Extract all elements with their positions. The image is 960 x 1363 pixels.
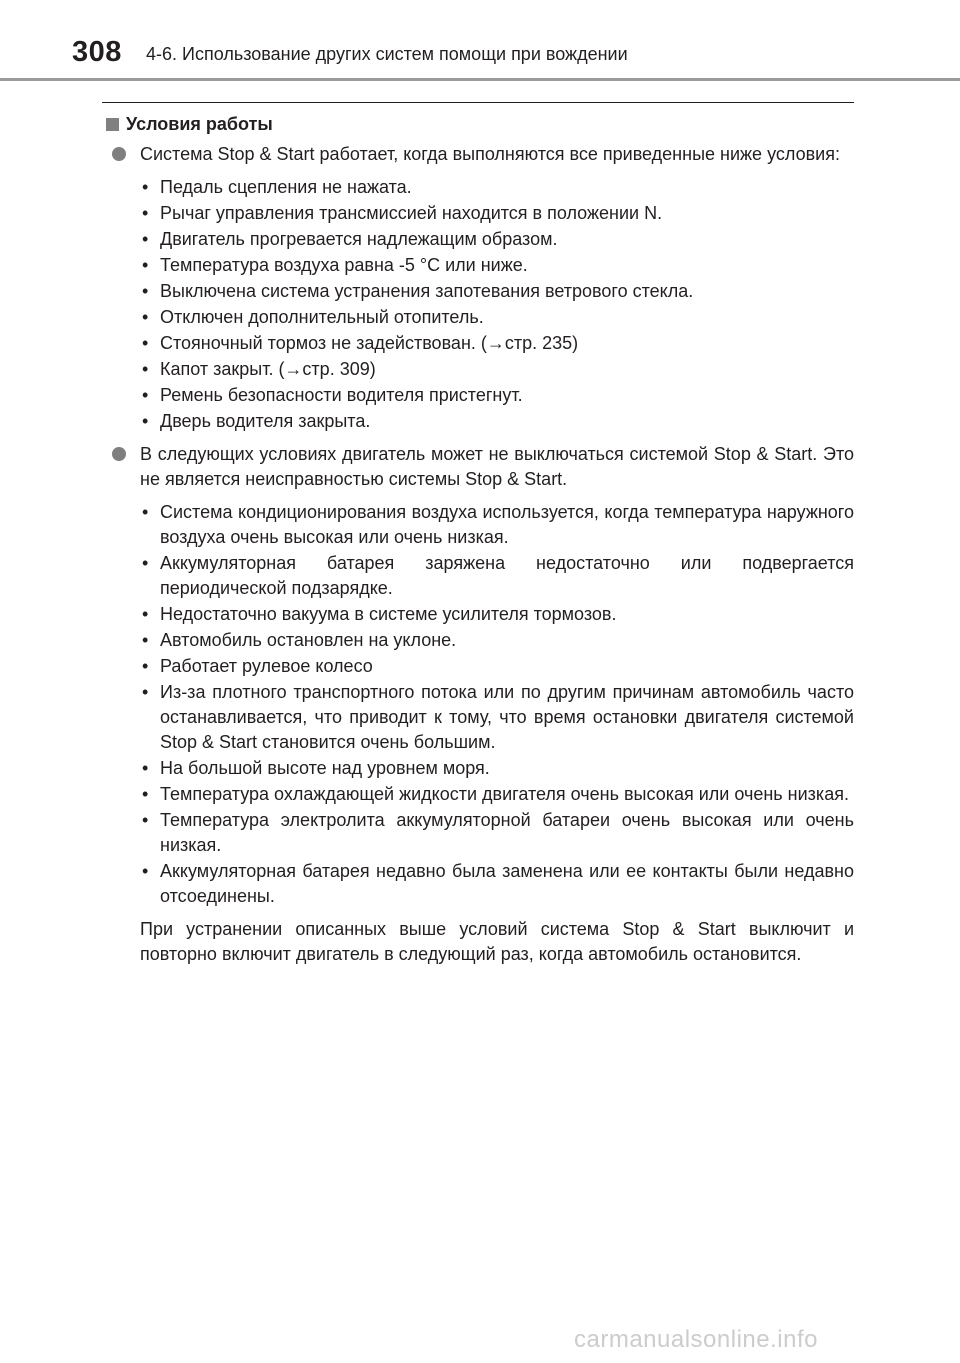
list-item: • Стояночный тормоз не задействован. (→стр. 235) [142,331,854,356]
list-item: • Аккумуляторная батарея заряжена недостаточно или подвергается периодической подзарядке. [142,551,854,601]
circle-bullet-icon [112,447,126,461]
list-item: • Выключена система устранения запотевания ветрового стекла. [142,279,854,304]
exceptions-paragraph [102,442,854,492]
list-item: • Температура воздуха равна -5 °C или ниже. [142,253,854,278]
list-item: • Двигатель прогревается надлежащим образом. [142,227,854,252]
list-item: • Температура охлаждающей жидкости двигателя очень высокая или очень низкая. [142,782,854,807]
section-divider [102,102,854,103]
list-item: • Из-за плотного транспортного потока или по другим причинам автомобиль часто останавливается, что приводит к тому, что время остановки двигателя системой Stop & Start становится очень большим. [142,680,854,755]
list-item: • Дверь водителя закрыта. [142,409,854,434]
main-content [102,112,854,967]
section-title: Условия работы [126,114,273,134]
list-item: • Температура электролита аккумуляторной батареи очень высокая или очень низкая. [142,808,854,858]
list-item: • Ремень безопасности водителя пристегнут. [142,383,854,408]
list-item: • Система кондиционирования воздуха используется, когда температура наружного воздуха очень высокая или очень низкая. [142,500,854,550]
square-bullet-icon [106,118,119,131]
page-number: 308 [72,36,122,68]
list-item: • Аккумуляторная батарея недавно была заменена или ее контакты были недавно отсоединены. [142,859,854,909]
list-item: • Капот закрыт. (→стр. 309) [142,357,854,382]
list-item: • На большой высоте над уровнем моря. [142,756,854,781]
list-item: • Работает рулевое колесо [142,654,854,679]
list-item: • Педаль сцепления не нажата. [142,175,854,200]
exceptions-intro-text: В следующих условиях двигатель может не выключаться системой Stop & Start. Это не является неисправностью системы Stop & Start. [140,444,854,489]
list-item: • Недостаточно вакуума в системе усилителя тормозов. [142,602,854,627]
chapter-title: 4-6. Использование других систем помощи при вождении [146,44,628,64]
header-divider [0,78,960,81]
closing-note: При устранении описанных выше условий система Stop & Start выключит и повторно включит двигатель в следующий раз, когда автомобиль остановится. [140,919,854,964]
circle-bullet-icon [112,147,126,161]
page-header [0,0,960,80]
exceptions-list [102,500,854,909]
operating-conditions-list [102,175,854,434]
list-item: • Рычаг управления трансмиссией находится в положении N. [142,201,854,226]
conditions-paragraph [102,142,854,167]
conditions-intro-text: Система Stop & Start работает, когда выполняются все приведенные ниже условия: [140,144,840,164]
list-item: • Отключен дополнительный отопитель. [142,305,854,330]
section-heading [102,112,854,137]
watermark: carmanualsonline.info [574,1326,818,1353]
list-item: • Автомобиль остановлен на уклоне. [142,628,854,653]
